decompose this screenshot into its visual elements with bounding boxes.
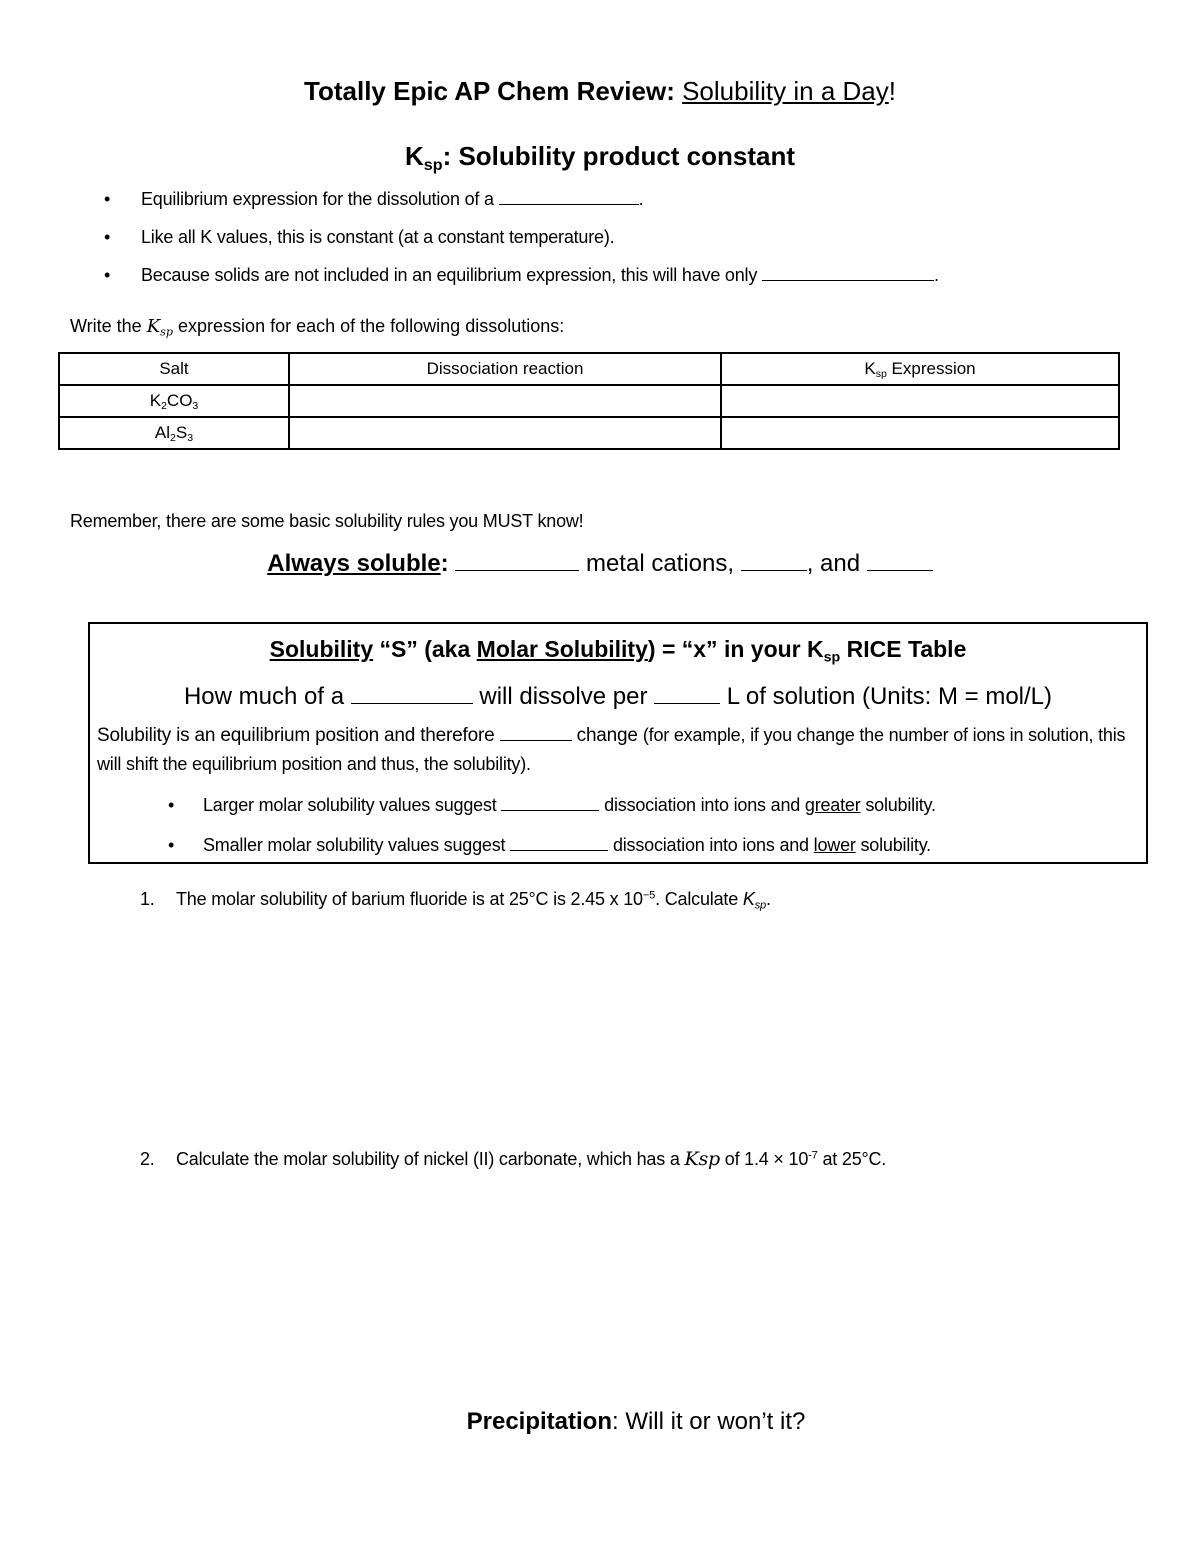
- bullet-text: dissociation into ions and: [608, 835, 814, 855]
- heading-rest: : Solubility product constant: [442, 141, 796, 171]
- question-text: of 1.4 × 10: [719, 1149, 809, 1169]
- always-soluble-line: [0, 548, 1200, 580]
- equilibrium-paragraph: [97, 721, 1132, 779]
- fill-in-blank[interactable]: [501, 792, 599, 811]
- para-text: (for example, if you change the number of ions in solution, this will shift the equilibrium position and thus, the solubility).: [97, 725, 1126, 774]
- bullet-dot: •: [104, 189, 111, 209]
- expression-cell[interactable]: [721, 417, 1119, 449]
- para-text: change: [571, 725, 643, 746]
- ksp-heading: [0, 139, 1200, 173]
- bullet-text: Equilibrium expression for the dissolution of a: [141, 189, 499, 209]
- salt-cell: [59, 385, 289, 417]
- question-k: K: [742, 889, 755, 909]
- header-k: K: [864, 359, 876, 378]
- how-text: will dissolve per: [472, 683, 655, 710]
- bullet-dot: •: [104, 265, 111, 285]
- question-sup: −5: [642, 889, 656, 902]
- fill-in-blank[interactable]: [499, 186, 639, 205]
- bullet-dot: •: [168, 795, 175, 815]
- bullet-item: [168, 832, 1118, 872]
- salt-part: K: [149, 391, 162, 410]
- precipitation-label: Precipitation: [466, 1408, 612, 1435]
- fill-in-blank[interactable]: [510, 832, 608, 851]
- title-tail: RICE Table: [840, 636, 967, 662]
- bullet-item: [104, 262, 1164, 300]
- bullet-text: dissociation into ions and: [599, 795, 805, 815]
- table-row: [59, 385, 1119, 417]
- box-bullets: [168, 792, 1118, 872]
- table-row: [59, 417, 1119, 449]
- bullet-text: Smaller molar solubility values suggest: [203, 835, 511, 855]
- fill-in-blank[interactable]: [654, 681, 720, 704]
- salt-sub: 3: [187, 432, 194, 445]
- fill-in-blank[interactable]: [455, 548, 579, 571]
- always-label: [267, 550, 448, 577]
- question-text: .: [766, 889, 771, 909]
- question-k: Ksp: [684, 1148, 720, 1170]
- fill-in-blank[interactable]: [351, 681, 473, 704]
- precipitation-heading: [0, 1406, 1200, 1438]
- fill-in-blank[interactable]: [500, 722, 572, 741]
- title-underlined: Solubility in a Day: [682, 76, 889, 106]
- bullet-text: Like all K values, this is constant (at a constant temperature).: [141, 227, 615, 247]
- bullet-underlined: greater: [804, 795, 861, 815]
- ksp-table: [58, 352, 1120, 450]
- header-ksp: [721, 353, 1119, 385]
- header-salt: Salt: [59, 353, 289, 385]
- question-sup: -7: [808, 1149, 818, 1162]
- write-end: expression for each of the following dissolutions:: [173, 316, 565, 336]
- how-much-line: [90, 681, 1146, 713]
- bullet-text: Because solids are not included in an equilibrium expression, this will have only: [141, 265, 762, 285]
- bullet-dot: •: [168, 835, 175, 855]
- question-number: 1.: [140, 889, 155, 909]
- bullet-dot: •: [104, 227, 111, 247]
- box-title: [90, 634, 1146, 664]
- dissociation-cell[interactable]: [289, 385, 721, 417]
- bullet-after: .: [933, 265, 939, 285]
- title-end: ) = “x” in your K: [647, 636, 824, 662]
- title-molar-solubility: Molar Solubility: [476, 636, 648, 662]
- salt-part: Al: [154, 423, 171, 442]
- bullet-text: solubility.: [860, 795, 936, 815]
- bullet-item: [104, 186, 1164, 224]
- metal-cations-text: metal cations,: [579, 550, 741, 577]
- title-bold: Totally Epic AP Chem Review:: [304, 76, 683, 106]
- title-mid: “S” (aka: [373, 636, 477, 662]
- salt-cell: [59, 417, 289, 449]
- bullet-underlined: lower: [813, 835, 856, 855]
- salt-part: S: [175, 423, 188, 442]
- question-text: Calculate the molar solubility of nickel (II) carbonate, which has a: [176, 1149, 685, 1169]
- bullet-item: [104, 224, 1164, 262]
- bullet-text: Larger molar solubility values suggest: [203, 795, 502, 815]
- dissociation-cell[interactable]: [289, 417, 721, 449]
- write-prompt: [70, 313, 564, 340]
- fill-in-blank[interactable]: [867, 548, 933, 571]
- title-sub: sp: [823, 649, 841, 666]
- fill-in-blank[interactable]: [741, 548, 807, 571]
- bullet-after: .: [638, 189, 644, 209]
- question-number: 2.: [140, 1149, 155, 1169]
- salt-sub: 3: [192, 400, 199, 413]
- ksp-bullets: [104, 186, 1164, 300]
- always-colon: :: [440, 550, 449, 577]
- expression-cell[interactable]: [721, 385, 1119, 417]
- salt-sub: 2: [161, 400, 167, 413]
- table-header-row: [59, 353, 1119, 385]
- question-text: at 25°C.: [817, 1149, 887, 1169]
- fill-in-blank[interactable]: [762, 262, 934, 281]
- header-expression: Expression: [886, 359, 976, 378]
- write-k: K: [146, 316, 161, 337]
- header-sub: sp: [875, 368, 887, 381]
- title-solubility: Solubility: [269, 636, 374, 662]
- header-dissociation: Dissociation reaction: [289, 353, 721, 385]
- how-text: L of solution (Units: M = mol/L): [720, 683, 1053, 710]
- heading-sub: sp: [423, 155, 443, 174]
- question-2: [140, 1146, 886, 1172]
- always-label-text: Always soluble: [267, 550, 441, 577]
- molar-solubility-box: [88, 622, 1148, 864]
- precipitation-text: : Will it or won’t it?: [611, 1408, 806, 1435]
- salt-part: CO: [166, 391, 193, 410]
- heading-k: K: [404, 141, 424, 171]
- question-text: . Calculate: [655, 889, 743, 909]
- salt-sub: 2: [170, 432, 176, 445]
- question-1: [140, 886, 771, 912]
- bullet-item: [168, 792, 1118, 832]
- remember-text: Remember, there are some basic solubility rules you MUST know!: [70, 511, 584, 531]
- write-sub: sp: [160, 325, 174, 339]
- and-text: , and: [806, 550, 867, 577]
- how-text: How much of a: [183, 683, 351, 710]
- question-text: The molar solubility of barium fluoride is at 25°C is 2.45 x 10: [176, 889, 643, 909]
- para-text: Solubility is an equilibrium position and therefore: [97, 725, 500, 746]
- question-sub: sp: [754, 899, 767, 912]
- page-title: [0, 74, 1200, 108]
- title-end: !: [888, 76, 896, 106]
- write-start: Write the: [70, 316, 147, 336]
- bullet-text: solubility.: [855, 835, 931, 855]
